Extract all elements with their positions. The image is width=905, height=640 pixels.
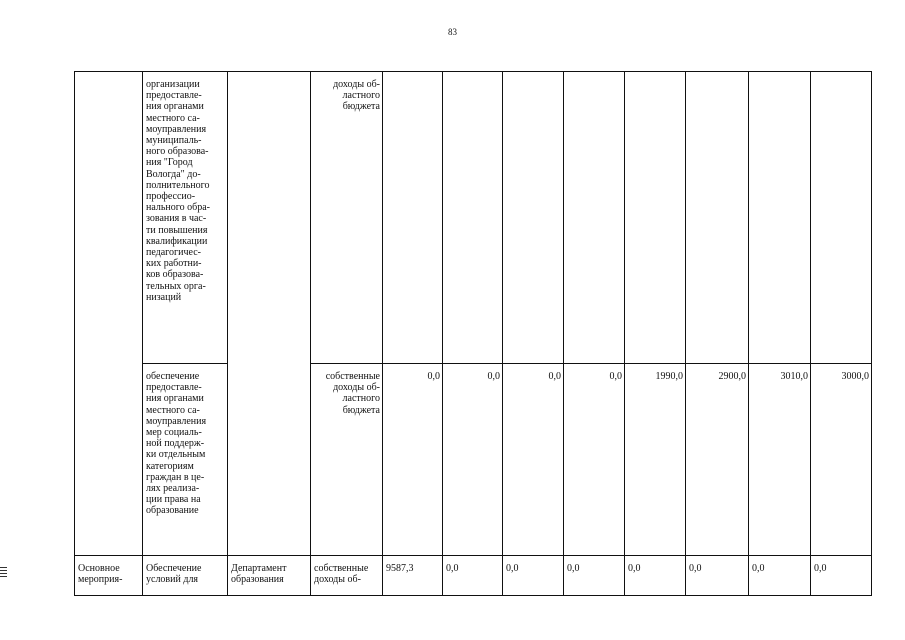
value-cell: 0,0 bbox=[443, 364, 503, 556]
value-cell: 0,0 bbox=[503, 364, 564, 556]
value-cell: 0,0 bbox=[749, 556, 811, 596]
value-cell bbox=[749, 72, 811, 364]
value-cell: 3000,0 bbox=[811, 364, 872, 556]
table-row bbox=[75, 364, 872, 556]
value-cell: 0,0 bbox=[383, 364, 443, 556]
value-cell bbox=[811, 72, 872, 364]
value-cell: 0,0 bbox=[811, 556, 872, 596]
value-cell bbox=[625, 72, 686, 364]
value-cell: 1990,0 bbox=[625, 364, 686, 556]
table-row bbox=[75, 72, 872, 364]
value-cell bbox=[443, 72, 503, 364]
description-cell: обеспечение предоставле- ния органами местного са- моуправления мер социаль- ной поддерж- ки отдельным категориям граждан в це- лях реализа- ции права на образование bbox=[143, 364, 228, 556]
value-cell: 3010,0 bbox=[749, 364, 811, 556]
value-cell bbox=[686, 72, 749, 364]
status-cell: Основное мероприя- bbox=[75, 556, 143, 596]
budget-table bbox=[74, 71, 872, 596]
value-cell: 0,0 bbox=[443, 556, 503, 596]
value-cell: 9587,3 bbox=[383, 556, 443, 596]
value-cell bbox=[503, 72, 564, 364]
funding-source-cell: собственные доходы об- bbox=[311, 556, 383, 596]
value-cell: 0,0 bbox=[564, 556, 625, 596]
page-number: 83 bbox=[448, 27, 457, 37]
value-cell bbox=[564, 72, 625, 364]
value-cell: 0,0 bbox=[625, 556, 686, 596]
value-cell bbox=[383, 72, 443, 364]
executor-cell bbox=[228, 72, 311, 556]
description-cell: организации предоставле- ния органами местного са- моуправления муниципаль- ного образова- ния "Город Вологда" до- полнительного профессио- нального обра- зования в час- ти повышения квалификации педагогичес- ких работни- ков образова- тельных орга- низаций bbox=[143, 72, 228, 364]
value-cell: 0,0 bbox=[503, 556, 564, 596]
funding-source-cell: собственные доходы об- ластного бюджета bbox=[311, 364, 383, 556]
status-cell bbox=[75, 72, 143, 556]
table-row bbox=[75, 556, 872, 596]
value-cell: 2900,0 bbox=[686, 364, 749, 556]
executor-cell: Департамент образования bbox=[228, 556, 311, 596]
value-cell: 0,0 bbox=[564, 364, 625, 556]
description-cell: Обеспечение условий для bbox=[143, 556, 228, 596]
funding-source-cell: доходы об- ластного бюджета bbox=[311, 72, 383, 364]
margin-mark bbox=[0, 567, 7, 579]
value-cell: 0,0 bbox=[686, 556, 749, 596]
